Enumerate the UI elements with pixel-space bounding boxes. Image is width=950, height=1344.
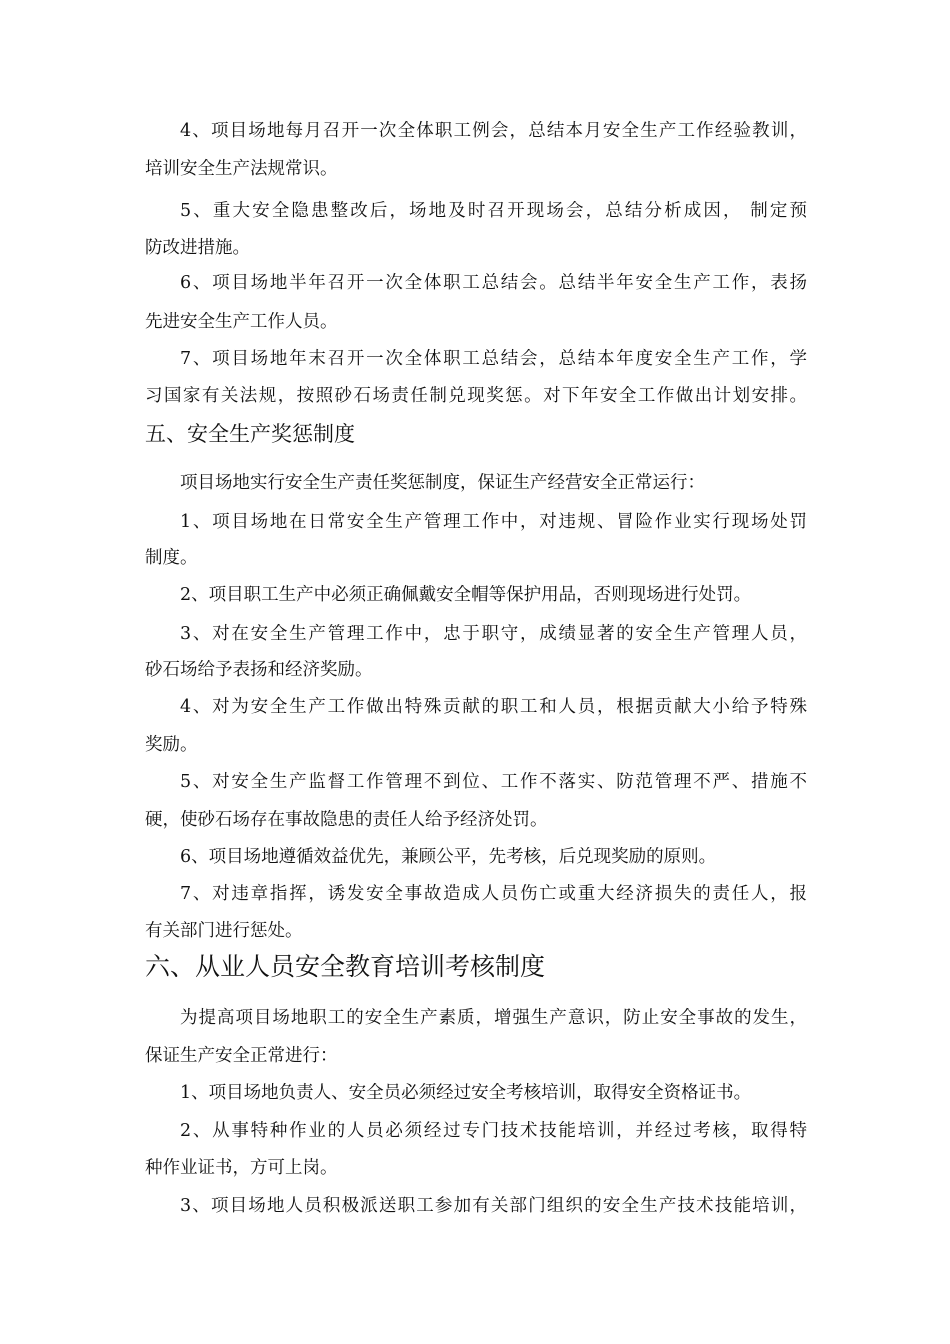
paragraph-line: 6、项目场地遵循效益优先，兼顾公平，先考核，后兑现奖励的原则。 [180, 847, 717, 867]
section-heading: 五、安全生产奖惩制度 [145, 422, 355, 446]
paragraph-line: 3、项目场地人员积极派送职工参加有关部门组织的安全生产技术技能培训， [180, 1196, 807, 1216]
paragraph-line: 防改进措施。 [145, 238, 250, 258]
paragraph-line: 砂石场给予表扬和经济奖励。 [145, 660, 373, 680]
paragraph-line: 习国家有关法规，按照砂石场责任制兑现奖惩。对下年安全工作做出计划安排。 [145, 386, 807, 406]
paragraph-line: 5、重大安全隐患整改后，场地及时召开现场会，总结分析成因， 制定预 [180, 201, 807, 221]
paragraph-line: 为提高项目场地职工的安全生产素质，增强生产意识，防止安全事故的发生， [180, 1008, 807, 1028]
paragraph-line: 项目场地实行安全生产责任奖惩制度，保证生产经营安全正常运行： [180, 473, 705, 493]
paragraph-line: 种作业证书，方可上岗。 [145, 1158, 338, 1178]
paragraph-line: 4、对为安全生产工作做出特殊贡献的职工和人员，根据贡献大小给予特殊 [180, 697, 807, 717]
paragraph-line: 培训安全生产法规常识。 [145, 159, 338, 179]
paragraph-line: 6、项目场地半年召开一次全体职工总结会。总结半年安全生产工作，表扬 [180, 273, 807, 293]
section-heading: 六、从业人员安全教育培训考核制度 [145, 952, 546, 981]
paragraph-line: 3、对在安全生产管理工作中，忠于职守，成绩显著的安全生产管理人员， [180, 624, 807, 644]
paragraph-line: 5、对安全生产监督工作管理不到位、工作不落实、防范管理不严、措施不 [180, 772, 807, 792]
paragraph-line: 7、对违章指挥，诱发安全事故造成人员伤亡或重大经济损失的责任人，报 [180, 884, 807, 904]
paragraph-line: 1、项目场地负责人、安全员必须经过安全考核培训，取得安全资格证书。 [180, 1083, 752, 1103]
paragraph-line: 1、项目场地在日常安全生产管理工作中，对违规、冒险作业实行现场处罚 [180, 512, 807, 532]
paragraph-line: 2、从事特种作业的人员必须经过专门技术技能培训，并经过考核，取得特 [180, 1121, 807, 1141]
paragraph-line: 保证生产安全正常进行： [145, 1046, 338, 1066]
paragraph-line: 4、项目场地每月召开一次全体职工例会，总结本月安全生产工作经验教训， [180, 121, 807, 141]
paragraph-line: 硬，使砂石场存在事故隐患的责任人给予经济处罚。 [145, 810, 548, 830]
paragraph-line: 先进安全生产工作人员。 [145, 312, 338, 332]
paragraph-line: 有关部门进行惩处。 [145, 921, 303, 941]
paragraph-line: 2、项目职工生产中必须正确佩戴安全帽等保护用品，否则现场进行处罚。 [180, 585, 752, 605]
paragraph-line: 7、项目场地年末召开一次全体职工总结会，总结本年度安全生产工作，学 [180, 349, 807, 369]
paragraph-line: 奖励。 [145, 735, 198, 755]
paragraph-line: 制度。 [145, 548, 198, 568]
